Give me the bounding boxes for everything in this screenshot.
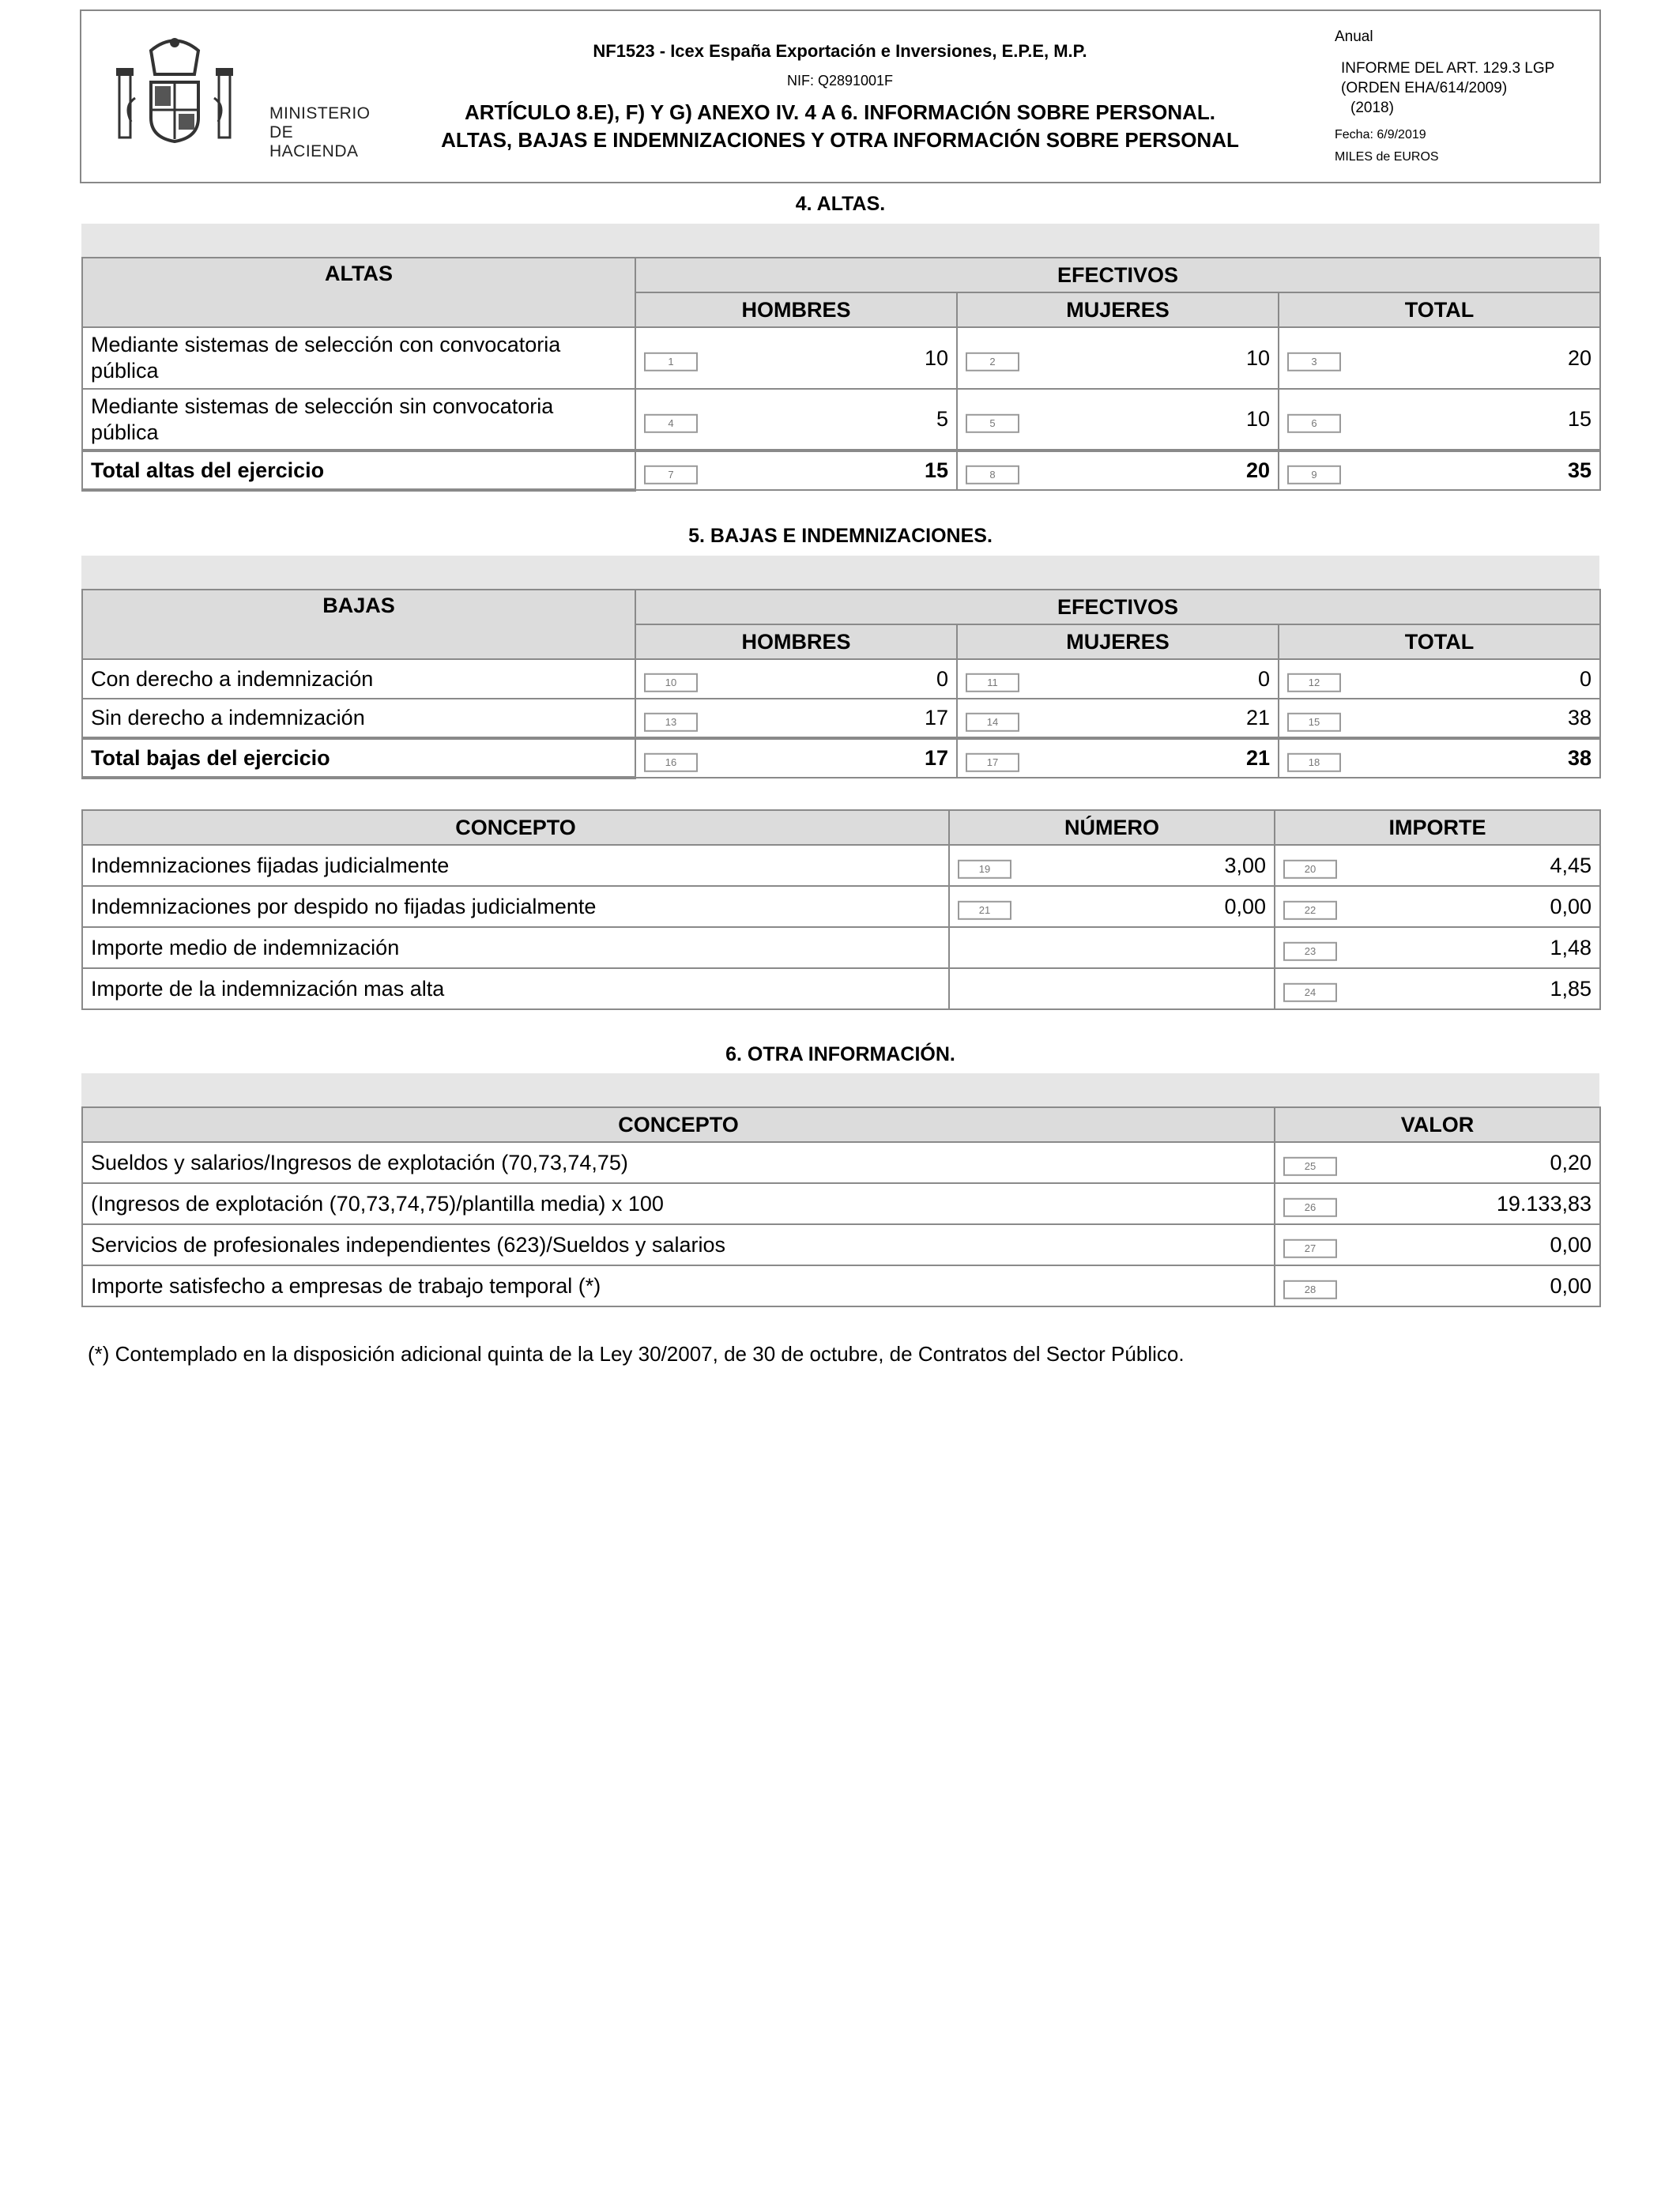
field-number-box: 15 — [1287, 712, 1341, 731]
field-number-box: 5 — [966, 413, 1019, 432]
value: 5 — [936, 407, 948, 431]
indemnizaciones-table — [81, 809, 1601, 1010]
row-label: Con derecho a indemnización — [82, 659, 635, 699]
bajas-header-concept: BAJAS — [82, 590, 635, 659]
value: 0 — [936, 666, 948, 691]
section-bar-otra — [81, 1073, 1599, 1106]
row-label: Importe medio de indemnización — [82, 927, 949, 968]
report-title-line-2: ALTAS, BAJAS E INDEMNIZACIONES Y OTRA INFORMACIÓN SOBRE PERSONAL — [441, 128, 1239, 152]
row-label: Sueldos y salarios/Ingresos de explotación (70,73,74,75) — [82, 1142, 1275, 1183]
value: 0 — [1579, 666, 1591, 691]
value: 20 — [1245, 458, 1270, 482]
row-label: Mediante sistemas de selección con convocatoria pública — [82, 327, 635, 389]
value: 17 — [924, 706, 948, 729]
empty-cell — [949, 968, 1275, 1009]
field-number-box: 12 — [1287, 673, 1341, 692]
value-cell — [635, 450, 957, 490]
indemnizaciones-header-numero: NÚMERO — [949, 810, 1275, 845]
value: 3,00 — [1224, 853, 1266, 877]
report-reference-line-1: INFORME DEL ART. 129.3 LGP — [1341, 60, 1555, 77]
bajas-header-efectivos: EFECTIVOS — [635, 590, 1600, 624]
field-number-box: 9 — [1287, 465, 1341, 484]
value-cell — [949, 886, 1275, 927]
value-cell — [1279, 389, 1600, 450]
value: 1,48 — [1550, 935, 1591, 959]
report-title-line-1: ARTÍCULO 8.E), F) Y G) ANEXO IV. 4 A 6. INFORMACIÓN SOBRE PERSONAL. — [464, 100, 1216, 124]
table-row — [82, 1224, 1600, 1265]
value-cell — [1275, 845, 1600, 886]
value: 17 — [924, 746, 948, 770]
value: 0,00 — [1224, 894, 1266, 918]
table-row — [82, 1142, 1600, 1183]
value: 35 — [1567, 458, 1591, 482]
field-number-box: 11 — [966, 673, 1019, 692]
table-row — [82, 389, 1600, 450]
altas-header-concept: ALTAS — [82, 258, 635, 327]
value-cell — [957, 659, 1279, 699]
report-units: MILES de EUROS — [1335, 150, 1439, 164]
table-row — [82, 845, 1600, 886]
table-row — [82, 968, 1600, 1009]
field-number-box: 2 — [966, 352, 1019, 371]
field-number-box: 18 — [1287, 752, 1341, 771]
report-date: Fecha: 6/9/2019 — [1335, 128, 1426, 141]
table-row — [82, 699, 1600, 738]
field-number-box: 13 — [644, 712, 698, 731]
row-label: Mediante sistemas de selección sin convocatoria pública — [82, 389, 635, 450]
value-cell — [1279, 450, 1600, 490]
footnote: (*) Contemplado en la disposición adicional quinta de la Ley 30/2007, de 30 de octubre, de Contratos del Sector Público. — [88, 1342, 1185, 1366]
field-number-box: 3 — [1287, 352, 1341, 371]
table-row — [82, 1183, 1600, 1224]
field-number-box: 4 — [644, 413, 698, 432]
report-reference — [1341, 58, 1554, 118]
bajas-header-hombres: HOMBRES — [635, 624, 957, 659]
field-number-box: 7 — [644, 465, 698, 484]
value: 0,20 — [1550, 1150, 1591, 1174]
value: 15 — [924, 458, 948, 482]
ministry-name — [269, 104, 380, 161]
altas-table — [81, 257, 1601, 492]
value-cell — [949, 845, 1275, 886]
value-cell — [635, 327, 957, 389]
entity-nif: NIF: Q2891001F — [786, 73, 894, 89]
field-number-box: 1 — [644, 352, 698, 371]
indemnizaciones-header-importe: IMPORTE — [1275, 810, 1600, 845]
coat-of-arms-icon — [111, 35, 238, 153]
row-label: Importe de la indemnización mas alta — [82, 968, 949, 1009]
report-reference-line-3: (2018) — [1350, 100, 1394, 116]
field-number-box: 28 — [1283, 1280, 1337, 1299]
value-cell — [957, 450, 1279, 490]
row-label: Total altas del ejercicio — [82, 450, 635, 490]
value: 19.133,83 — [1496, 1191, 1591, 1216]
value: 0,00 — [1550, 894, 1591, 918]
row-label: Importe satisfecho a empresas de trabajo temporal (*) — [82, 1265, 1275, 1306]
value: 15 — [1567, 407, 1591, 431]
altas-header-efectivos: EFECTIVOS — [635, 258, 1600, 292]
otra-header-concepto: CONCEPTO — [82, 1107, 1275, 1142]
section-title-altas: 4. ALTAS. — [795, 193, 886, 215]
value-cell — [635, 659, 957, 699]
row-label: Indemnizaciones por despido no fijadas judicialmente — [82, 886, 949, 927]
table-row-total — [82, 450, 1600, 490]
table-row — [82, 659, 1600, 699]
indemnizaciones-header-concepto: CONCEPTO — [82, 810, 949, 845]
altas-header-mujeres: MUJERES — [957, 292, 1279, 327]
value-cell — [1275, 886, 1600, 927]
value-cell — [1275, 968, 1600, 1009]
field-number-box: 21 — [958, 901, 1011, 920]
report-reference-line-2: (ORDEN EHA/614/2009) — [1341, 80, 1508, 96]
ministry-line-1: MINISTERIO — [269, 104, 371, 123]
field-number-box: 25 — [1283, 1157, 1337, 1176]
value-cell — [1279, 327, 1600, 389]
value: 4,45 — [1550, 853, 1591, 877]
value: 10 — [924, 345, 948, 370]
table-row — [82, 927, 1600, 968]
value-cell — [1279, 738, 1600, 778]
field-number-box: 14 — [966, 712, 1019, 731]
value: 0,00 — [1550, 1232, 1591, 1257]
value-cell — [957, 327, 1279, 389]
ministry-logo — [111, 35, 380, 169]
table-row — [82, 886, 1600, 927]
field-number-box: 23 — [1283, 942, 1337, 961]
value: 38 — [1567, 746, 1591, 770]
field-number-box: 24 — [1283, 983, 1337, 1002]
field-number-box: 22 — [1283, 901, 1337, 920]
bajas-table — [81, 589, 1601, 779]
value-cell — [957, 699, 1279, 738]
field-number-box: 10 — [644, 673, 698, 692]
value: 38 — [1567, 706, 1591, 729]
value: 10 — [1245, 407, 1270, 431]
value: 10 — [1245, 345, 1270, 370]
value-cell — [1275, 1183, 1600, 1224]
field-number-box: 16 — [644, 752, 698, 771]
value-cell — [1275, 1265, 1600, 1306]
entity-name: NF1523 - Icex España Exportación e Inversiones, E.P.E, M.P. — [593, 41, 1087, 61]
bajas-header-mujeres: MUJERES — [957, 624, 1279, 659]
field-number-box: 27 — [1283, 1239, 1337, 1258]
report-header — [80, 9, 1601, 183]
field-number-box: 6 — [1287, 413, 1341, 432]
bajas-header-total: TOTAL — [1279, 624, 1600, 659]
row-label: Total bajas del ejercicio — [82, 738, 635, 778]
row-label: Servicios de profesionales independientes (623)/Sueldos y salarios — [82, 1224, 1275, 1265]
value-cell — [1275, 1224, 1600, 1265]
field-number-box: 19 — [958, 860, 1011, 879]
value: 21 — [1245, 746, 1270, 770]
value-cell — [957, 389, 1279, 450]
field-number-box: 20 — [1283, 860, 1337, 879]
section-bar-altas — [81, 224, 1599, 257]
row-label: (Ingresos de explotación (70,73,74,75)/plantilla media) x 100 — [82, 1183, 1275, 1224]
value-cell — [957, 738, 1279, 778]
value-cell — [1279, 659, 1600, 699]
table-row — [82, 1265, 1600, 1306]
altas-header-total: TOTAL — [1279, 292, 1600, 327]
value-cell — [1275, 927, 1600, 968]
row-label: Indemnizaciones fijadas judicialmente — [82, 845, 949, 886]
section-title-bajas: 5. BAJAS E INDEMNIZACIONES. — [688, 525, 993, 547]
field-number-box: 26 — [1283, 1198, 1337, 1217]
altas-header-hombres: HOMBRES — [635, 292, 957, 327]
value: 1,85 — [1550, 976, 1591, 1001]
value-cell — [635, 738, 957, 778]
value: 21 — [1245, 706, 1270, 729]
value: 20 — [1567, 345, 1591, 370]
value: 0 — [1257, 666, 1270, 691]
field-number-box: 8 — [966, 465, 1019, 484]
row-label: Sin derecho a indemnización — [82, 699, 635, 738]
table-row-total — [82, 738, 1600, 778]
otra-header-valor: VALOR — [1275, 1107, 1600, 1142]
field-number-box: 17 — [966, 752, 1019, 771]
otra-informacion-table — [81, 1106, 1601, 1307]
ministry-line-2: DE HACIENDA — [269, 123, 359, 160]
periodicity: Anual — [1335, 28, 1373, 45]
section-title-otra: 6. OTRA INFORMACIÓN. — [725, 1043, 955, 1065]
value-cell — [1279, 699, 1600, 738]
empty-cell — [949, 927, 1275, 968]
table-row — [82, 327, 1600, 389]
value-cell — [1275, 1142, 1600, 1183]
value-cell — [635, 389, 957, 450]
value-cell — [635, 699, 957, 738]
section-bar-bajas — [81, 556, 1599, 589]
value: 0,00 — [1550, 1273, 1591, 1298]
